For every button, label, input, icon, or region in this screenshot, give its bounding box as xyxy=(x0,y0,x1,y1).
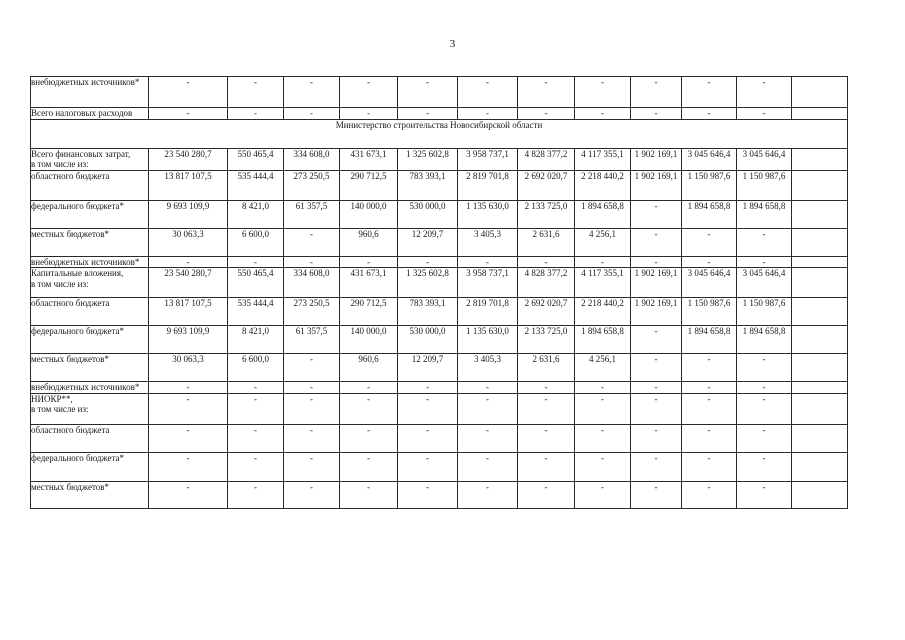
value-cell: - xyxy=(631,354,682,382)
value-cell: - xyxy=(631,77,682,108)
table-row xyxy=(31,481,848,508)
value-cell: 1 325 602,8 xyxy=(398,148,458,170)
value-cell: 1 894 658,8 xyxy=(737,326,792,354)
value-cell: - xyxy=(340,452,398,481)
value-cell: 1 902 169,1 xyxy=(631,148,682,170)
value-cell: - xyxy=(631,424,682,452)
value-cell: - xyxy=(737,424,792,452)
value-cell: 1 150 987,6 xyxy=(682,170,737,200)
row-label: внебюджетных источников* xyxy=(31,382,149,394)
value-cell: - xyxy=(284,481,340,508)
row-label: Капитальные вложения, в том числе из: xyxy=(31,268,149,298)
value-cell: 1 894 658,8 xyxy=(575,200,631,228)
value-cell: 1 894 658,8 xyxy=(575,326,631,354)
value-cell: 2 692 020,7 xyxy=(518,170,575,200)
value-cell: - xyxy=(149,452,228,481)
value-cell xyxy=(792,148,848,170)
value-cell: 2 218 440,2 xyxy=(575,298,631,326)
value-cell: 550 465,4 xyxy=(228,268,284,298)
row-label: федерального бюджета* xyxy=(31,200,149,228)
value-cell: 1 894 658,8 xyxy=(737,200,792,228)
value-cell: - xyxy=(575,393,631,424)
value-cell: - xyxy=(737,481,792,508)
row-label: областного бюджета xyxy=(31,424,149,452)
row-label: федерального бюджета* xyxy=(31,326,149,354)
value-cell: - xyxy=(631,393,682,424)
value-cell: - xyxy=(284,354,340,382)
value-cell: 140 000,0 xyxy=(340,326,398,354)
value-cell: - xyxy=(458,481,518,508)
row-label: Всего налоговых расходов xyxy=(31,108,149,120)
value-cell: 30 063,3 xyxy=(149,228,228,256)
value-cell: 273 250,5 xyxy=(284,170,340,200)
value-cell: 8 421,0 xyxy=(228,326,284,354)
value-cell: - xyxy=(737,382,792,394)
value-cell: - xyxy=(398,452,458,481)
value-cell xyxy=(792,170,848,200)
table-row xyxy=(31,148,848,170)
value-cell: 3 405,3 xyxy=(458,228,518,256)
value-cell: 9 693 109,9 xyxy=(149,200,228,228)
value-cell xyxy=(792,77,848,108)
value-cell: - xyxy=(228,108,284,120)
value-cell: 783 393,1 xyxy=(398,170,458,200)
value-cell: - xyxy=(398,256,458,268)
table-row xyxy=(31,298,848,326)
value-cell: - xyxy=(631,108,682,120)
value-cell: - xyxy=(737,354,792,382)
value-cell: - xyxy=(682,108,737,120)
value-cell: 273 250,5 xyxy=(284,298,340,326)
table-row xyxy=(31,268,848,298)
value-cell: 8 421,0 xyxy=(228,200,284,228)
value-cell: - xyxy=(518,77,575,108)
value-cell: - xyxy=(458,77,518,108)
value-cell: - xyxy=(631,256,682,268)
value-cell: 4 117 355,1 xyxy=(575,268,631,298)
value-cell: 535 444,4 xyxy=(228,298,284,326)
value-cell: - xyxy=(340,424,398,452)
value-cell: 1 894 658,8 xyxy=(682,326,737,354)
value-cell: - xyxy=(682,393,737,424)
value-cell: 6 600,0 xyxy=(228,354,284,382)
value-cell: - xyxy=(518,108,575,120)
value-cell: - xyxy=(737,393,792,424)
row-label: местных бюджетов* xyxy=(31,354,149,382)
table-row xyxy=(31,256,848,268)
value-cell: 9 693 109,9 xyxy=(149,326,228,354)
value-cell: 783 393,1 xyxy=(398,298,458,326)
value-cell: - xyxy=(398,424,458,452)
value-cell: - xyxy=(340,481,398,508)
value-cell: 1 150 987,6 xyxy=(737,298,792,326)
value-cell: 960,6 xyxy=(340,354,398,382)
value-cell: 290 712,5 xyxy=(340,298,398,326)
value-cell: - xyxy=(575,256,631,268)
value-cell: - xyxy=(682,77,737,108)
value-cell: - xyxy=(398,108,458,120)
table-row xyxy=(31,326,848,354)
value-cell: - xyxy=(518,424,575,452)
value-cell: - xyxy=(458,108,518,120)
value-cell: - xyxy=(340,393,398,424)
value-cell: - xyxy=(284,424,340,452)
value-cell: - xyxy=(575,481,631,508)
value-cell: - xyxy=(682,228,737,256)
value-cell: - xyxy=(340,256,398,268)
value-cell: 334 608,0 xyxy=(284,268,340,298)
value-cell: - xyxy=(228,481,284,508)
value-cell: - xyxy=(228,382,284,394)
value-cell: - xyxy=(458,256,518,268)
value-cell: - xyxy=(737,452,792,481)
value-cell: - xyxy=(518,382,575,394)
value-cell: 1 150 987,6 xyxy=(737,170,792,200)
value-cell: 4 256,1 xyxy=(575,228,631,256)
value-cell: 3 045 646,4 xyxy=(682,268,737,298)
value-cell: - xyxy=(340,77,398,108)
value-cell: - xyxy=(682,382,737,394)
value-cell: - xyxy=(398,382,458,394)
row-label: местных бюджетов* xyxy=(31,481,149,508)
value-cell: 6 600,0 xyxy=(228,228,284,256)
value-cell: - xyxy=(458,452,518,481)
value-cell: - xyxy=(631,382,682,394)
value-cell: 1 325 602,8 xyxy=(398,268,458,298)
value-cell: 3 045 646,4 xyxy=(737,148,792,170)
table-row xyxy=(31,424,848,452)
value-cell: 2 218 440,2 xyxy=(575,170,631,200)
value-cell xyxy=(792,326,848,354)
value-cell: 3 045 646,4 xyxy=(737,268,792,298)
table-row xyxy=(31,393,848,424)
value-cell: 1 894 658,8 xyxy=(682,200,737,228)
value-cell xyxy=(792,452,848,481)
page-number: 3 xyxy=(449,38,456,50)
financing-table xyxy=(30,76,848,509)
table-row xyxy=(31,200,848,228)
row-label: внебюджетных источников* xyxy=(31,256,149,268)
value-cell: - xyxy=(149,481,228,508)
value-cell xyxy=(792,268,848,298)
value-cell: 3 405,3 xyxy=(458,354,518,382)
value-cell: 535 444,4 xyxy=(228,170,284,200)
value-cell: 960,6 xyxy=(340,228,398,256)
value-cell: 530 000,0 xyxy=(398,326,458,354)
value-cell xyxy=(792,481,848,508)
value-cell: 1 902 169,1 xyxy=(631,268,682,298)
value-cell: 2 819 701,8 xyxy=(458,298,518,326)
value-cell: 4 828 377,2 xyxy=(518,148,575,170)
value-cell: - xyxy=(149,77,228,108)
value-cell xyxy=(792,424,848,452)
value-cell: - xyxy=(284,393,340,424)
value-cell: 12 209,7 xyxy=(398,228,458,256)
value-cell: 13 817 107,5 xyxy=(149,170,228,200)
value-cell: 1 902 169,1 xyxy=(631,298,682,326)
value-cell: 3 958 737,1 xyxy=(458,148,518,170)
value-cell: - xyxy=(149,382,228,394)
value-cell xyxy=(792,298,848,326)
value-cell: 2 631,6 xyxy=(518,228,575,256)
row-label: Всего финансовых затрат, в том числе из: xyxy=(31,148,149,170)
section-header-row xyxy=(31,119,848,148)
value-cell: 1 902 169,1 xyxy=(631,170,682,200)
table-row xyxy=(31,228,848,256)
value-cell: 2 692 020,7 xyxy=(518,298,575,326)
value-cell: 3 958 737,1 xyxy=(458,268,518,298)
value-cell: 4 117 355,1 xyxy=(575,148,631,170)
value-cell: - xyxy=(284,108,340,120)
value-cell: - xyxy=(682,256,737,268)
section-title: Министерство строительства Новосибирской области xyxy=(31,119,848,148)
value-cell: - xyxy=(398,77,458,108)
table-row xyxy=(31,382,848,394)
value-cell: - xyxy=(682,481,737,508)
value-cell xyxy=(792,228,848,256)
value-cell: - xyxy=(228,77,284,108)
value-cell: - xyxy=(284,77,340,108)
value-cell: 13 817 107,5 xyxy=(149,298,228,326)
value-cell: 23 540 280,7 xyxy=(149,268,228,298)
value-cell: 431 673,1 xyxy=(340,148,398,170)
value-cell: - xyxy=(737,108,792,120)
row-label: федерального бюджета* xyxy=(31,452,149,481)
value-cell xyxy=(792,200,848,228)
value-cell: - xyxy=(149,393,228,424)
row-label: местных бюджетов* xyxy=(31,228,149,256)
value-cell: - xyxy=(228,452,284,481)
table-row xyxy=(31,452,848,481)
value-cell: 1 135 630,0 xyxy=(458,326,518,354)
value-cell xyxy=(792,256,848,268)
value-cell: 12 209,7 xyxy=(398,354,458,382)
value-cell: - xyxy=(228,256,284,268)
value-cell: - xyxy=(340,382,398,394)
row-label: внебюджетных источников* xyxy=(31,77,149,108)
value-cell: - xyxy=(631,228,682,256)
value-cell: 2 819 701,8 xyxy=(458,170,518,200)
value-cell: - xyxy=(737,256,792,268)
value-cell: 23 540 280,7 xyxy=(149,148,228,170)
value-cell: 140 000,0 xyxy=(340,200,398,228)
table-row xyxy=(31,354,848,382)
value-cell: - xyxy=(458,424,518,452)
value-cell: - xyxy=(149,424,228,452)
value-cell: - xyxy=(458,393,518,424)
value-cell: - xyxy=(737,77,792,108)
value-cell: 550 465,4 xyxy=(228,148,284,170)
value-cell: 2 133 725,0 xyxy=(518,200,575,228)
value-cell xyxy=(792,382,848,394)
value-cell: 30 063,3 xyxy=(149,354,228,382)
row-label: областного бюджета xyxy=(31,298,149,326)
value-cell: - xyxy=(228,424,284,452)
value-cell: - xyxy=(149,256,228,268)
value-cell: - xyxy=(284,256,340,268)
value-cell: - xyxy=(631,200,682,228)
value-cell: - xyxy=(682,452,737,481)
value-cell: - xyxy=(518,452,575,481)
value-cell: 334 608,0 xyxy=(284,148,340,170)
value-cell: - xyxy=(575,452,631,481)
table-row xyxy=(31,170,848,200)
value-cell: - xyxy=(682,424,737,452)
value-cell: - xyxy=(518,481,575,508)
value-cell: 2 133 725,0 xyxy=(518,326,575,354)
value-cell: - xyxy=(631,481,682,508)
table-row xyxy=(31,108,848,120)
value-cell: - xyxy=(340,108,398,120)
value-cell: 4 256,1 xyxy=(575,354,631,382)
value-cell: - xyxy=(228,393,284,424)
value-cell: - xyxy=(518,256,575,268)
value-cell: - xyxy=(575,382,631,394)
value-cell: - xyxy=(284,382,340,394)
value-cell: 290 712,5 xyxy=(340,170,398,200)
table-row xyxy=(31,77,848,108)
value-cell: 61 357,5 xyxy=(284,326,340,354)
value-cell: - xyxy=(575,424,631,452)
value-cell: - xyxy=(458,382,518,394)
row-label: областного бюджета xyxy=(31,170,149,200)
value-cell: 431 673,1 xyxy=(340,268,398,298)
value-cell xyxy=(792,393,848,424)
value-cell: - xyxy=(575,108,631,120)
value-cell: - xyxy=(575,77,631,108)
value-cell: - xyxy=(518,393,575,424)
value-cell: - xyxy=(398,393,458,424)
row-label: НИОКР**, в том числе из: xyxy=(31,393,149,424)
value-cell: - xyxy=(682,354,737,382)
value-cell: 4 828 377,2 xyxy=(518,268,575,298)
value-cell: - xyxy=(398,481,458,508)
value-cell: - xyxy=(631,326,682,354)
value-cell: 530 000,0 xyxy=(398,200,458,228)
value-cell: 1 135 630,0 xyxy=(458,200,518,228)
value-cell: - xyxy=(737,228,792,256)
value-cell: - xyxy=(284,452,340,481)
value-cell xyxy=(792,108,848,120)
value-cell: 2 631,6 xyxy=(518,354,575,382)
value-cell xyxy=(792,354,848,382)
value-cell: - xyxy=(631,452,682,481)
value-cell: - xyxy=(284,228,340,256)
value-cell: - xyxy=(149,108,228,120)
value-cell: 1 150 987,6 xyxy=(682,298,737,326)
value-cell: 3 045 646,4 xyxy=(682,148,737,170)
value-cell: 61 357,5 xyxy=(284,200,340,228)
